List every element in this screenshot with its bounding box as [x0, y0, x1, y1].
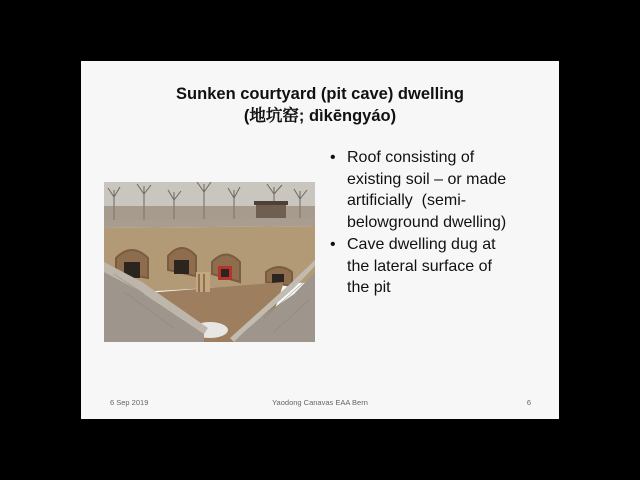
- bullet-item: [326, 234, 556, 299]
- slide-number: 6: [526, 398, 531, 407]
- slide-title-line-2: (地坑窑; dìkēngyáo): [243, 107, 397, 125]
- bullet-text-line: the pit: [347, 279, 391, 296]
- bullet-text-line: the lateral surface of: [347, 257, 492, 275]
- bullet-text-line: belowground dwelling): [347, 213, 507, 231]
- slide-title-line-1: Sunken courtyard (pit cave) dwelling: [176, 85, 464, 103]
- bullet-list: [326, 147, 556, 300]
- bullet-item: [326, 147, 556, 233]
- bullet-marker: •: [330, 149, 336, 166]
- footer-title: Yaodong Canavas EAA Bern: [272, 398, 368, 407]
- slide-title: [81, 83, 559, 127]
- bullet-text-line: existing soil – or made: [347, 170, 507, 188]
- bullet-text-line: Roof consisting of: [347, 149, 475, 166]
- sunken-courtyard-photo: [104, 182, 315, 342]
- bullet-marker: •: [330, 236, 336, 253]
- bullet-text-line: artificially (semi-: [347, 192, 467, 209]
- presentation-slide: [81, 61, 559, 419]
- footer-date: 6 Sep 2019: [110, 398, 149, 407]
- bullet-text-line: Cave dwelling dug at: [347, 236, 496, 253]
